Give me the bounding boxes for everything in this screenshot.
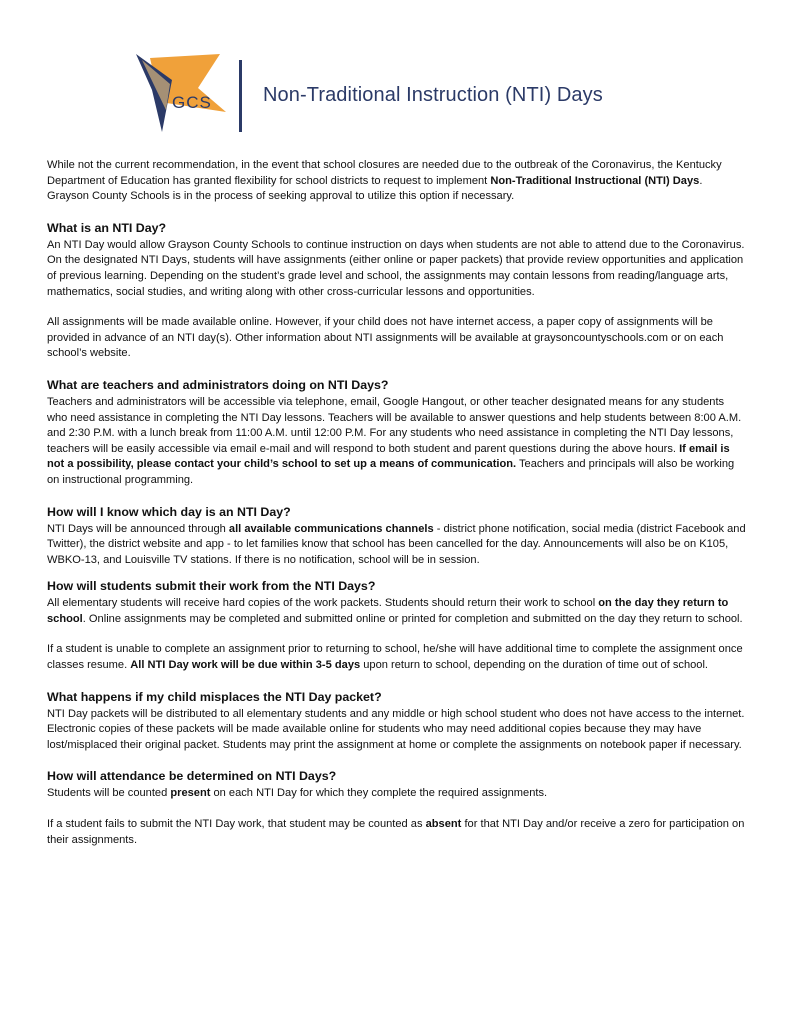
s2-text-1: Teachers and administrators will be accessible via telephone, email, Google Hangout, or other teacher designated means for any students who need assistance in completing the NTI Day lessons. Teachers will be available to answer questions and help students between 8:00 A.M. and 2:30 P.M. with a lunch break from 11:00 A.M. until 12:00 P.M. For any students who need assistance in completing the NTI Day lessons, teachers will be easily accessible via email e-mail and will respond to both student and parent questions during the above hours. [47, 395, 742, 455]
s1-paragraph-1: An NTI Day would allow Grayson County Schools to continue instruction on days when students are not able to attend due to the Coronavirus. On the designated NTI Days, students will have assignments (either online or paper packets) that provide review opportunities and application of previous learning. Depending on the student’s grade level and school, the assignments may contain lessons from reading/language arts, mathematics, social studies, and writing along with other cross-curricular lessons and opportunities. [47, 238, 745, 298]
s6-paragraph-1 [47, 786, 747, 802]
page-title: Non-Traditional Instruction (NTI) Days [263, 84, 603, 106]
s3-paragraph [47, 522, 747, 569]
s1-paragraph-2: All assignments will be made available online. However, if your child does not have internet access, a paper copy of assignments will be provided in advance of an NTI day(s). Other information about NTI assignments will be available at graysoncountyschools.com or on each school’s website. [47, 316, 724, 360]
s3-text-1: NTI Days will be announced through [47, 522, 229, 535]
intro-text-2: . Grayson County Schools is in the process of seeking approval to utilize this option if necessary. [47, 174, 703, 203]
heading-teachers: What are teachers and administrators doing on NTI Days? [47, 377, 389, 392]
s4-paragraph-2 [47, 642, 747, 673]
s6-text-1: Students will be counted [47, 787, 171, 800]
s6-paragraph-2 [47, 817, 747, 848]
header-divider [239, 60, 242, 132]
s4-text-3: If a student is unable to complete an assignment prior to returning to school, he/she will have additional time to complete the assignment once classes resume. [47, 643, 743, 672]
s4-text-2: . Online assignments may be completed and submitted online or printed for completion and submitted on the day they return to school. [82, 612, 743, 625]
s6-bold-1: present [170, 787, 211, 800]
s4-paragraph-1 [47, 596, 747, 627]
s3-bold: all available communications channels [228, 522, 434, 535]
s2-paragraph [47, 395, 747, 489]
s5-paragraph: NTI Day packets will be distributed to all elementary students and any middle or high school student who does not have access to the internet. Electronic copies of these packets will be made available online for students who may need additional copies because they may have lost/misplaced their original packet. Students may print the assignment at home or complete the assignments on notebook paper if necessary. [47, 707, 745, 751]
heading-what-is-nti: What is an NTI Day? [47, 220, 167, 235]
intro-text-1: While not the current recommendation, in the event that school closures are needed due to the outbreak of the Coronavirus, the Kentucky Department of Education has granted flexibility for school districts to request to implement [47, 159, 722, 187]
document-body [47, 158, 747, 848]
intro-bold: Non-Traditional Instructional (NTI) Days [490, 174, 700, 187]
heading-misplaced-packet: What happens if my child misplaces the NTI Day packet? [47, 689, 382, 704]
intro-paragraph [47, 158, 747, 205]
s4-text-1: All elementary students will receive hard copies of the work packets. Students should return their work to school [47, 597, 599, 610]
page-header [0, 0, 795, 150]
s4-text-4: upon return to school, depending on the duration of time out of school. [360, 659, 709, 672]
heading-which-day: How will I know which day is an NTI Day? [47, 504, 291, 519]
s4-bold-2: All NTI Day work will be due within 3-5 days [130, 659, 361, 672]
s6-text-2: on each NTI Day for which they complete the required assignments. [210, 787, 548, 800]
s2-text-2: Teachers and principals will also be working on instructional programming. [47, 458, 735, 486]
logo-text: GCS [172, 93, 212, 112]
heading-submit-work: How will students submit their work from the NTI Days? [47, 579, 376, 594]
s6-bold-2: absent [425, 818, 462, 831]
heading-attendance: How will attendance be determined on NTI Days? [47, 769, 337, 784]
s2-bold: If email is not a possibility, please contact your child’s school to set up a means of communication. [47, 442, 730, 471]
s4-bold-1: on the day they return to school [47, 597, 729, 625]
s6-text-4: for that NTI Day and/or receive a zero for participation on their assignments. [47, 818, 745, 846]
s6-text-3: If a student fails to submit the NTI Day work, that student may be counted as [47, 818, 426, 831]
s3-text-2: - district phone notification, social media (district Facebook and Twitter), the district website and app - to let families know that school has been cancelled for the day. Announcements will also be on K105, WBKO-13, and Louisville TV stations. If there is no notification, school will be in session. [47, 522, 746, 566]
